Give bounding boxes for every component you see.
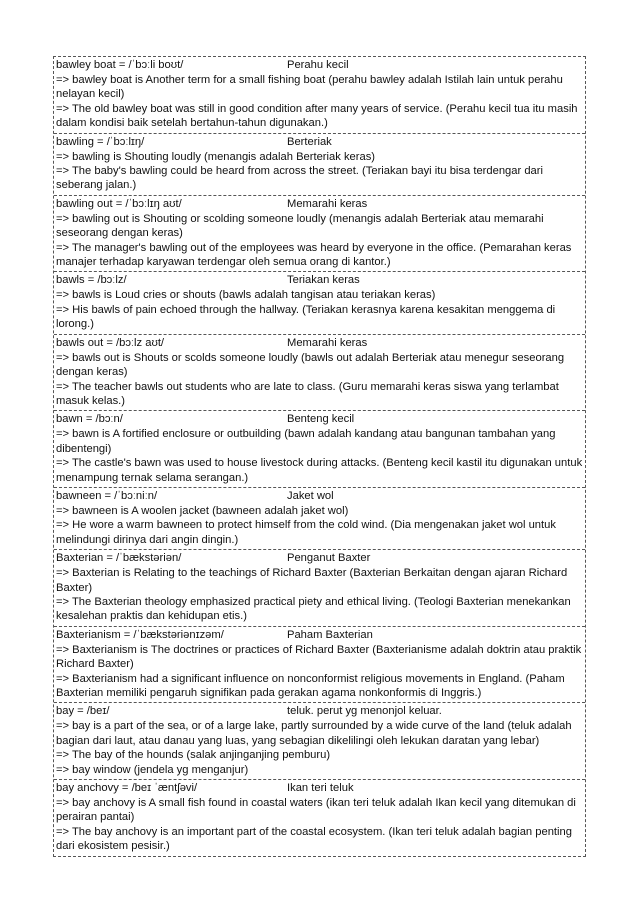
entry-translation: Memarahi keras	[287, 197, 368, 210]
entry-translation: Perahu kecil	[287, 59, 349, 71]
dictionary-entry	[54, 335, 585, 412]
entry-headword: bawling out = /ˈbɔːlɪŋ aʊt/	[56, 197, 182, 210]
entry-headword: bawling = /ˈbɔːlɪŋ/	[56, 135, 145, 148]
entry-header	[56, 489, 584, 504]
dictionary-entry	[54, 488, 585, 550]
entry-translation: Berteriak	[287, 135, 332, 148]
entry-line: => The castle's bawn was used to house livestock during attacks. (Benteng kecil kastil itu digunakan untuk menampung ternak selama serangan.)	[56, 457, 583, 484]
entry-line: => Baxterian is Relating to the teachings of Richard Baxter (Baxterian Berkaitan dengan ajaran Richard Baxter)	[56, 567, 568, 594]
entry-line: => bawling out is Shouting or scolding someone loudly (menangis adalah Berteriak atau memarahi seseorang dengan keras)	[56, 212, 544, 240]
entry-line: => The teacher bawls out students who are late to class. (Guru memarahi keras siswa yang terlambat masuk kelas.)	[56, 380, 559, 407]
entry-translation: Memarahi keras	[287, 336, 368, 349]
entry-line: => The manager's bawling out of the employees was heard by everyone in the office. (Pemarahan keras manajer terhadap karyawan terdengar oleh semua orang di kantor.)	[56, 241, 572, 269]
entry-line: => Baxterianism had a significant influence on nonconformist religious movements in England. (Paham Baxterian memiliki pengaruh signifikan pada gerakan agama nonkonformis di Inggris.)	[56, 672, 565, 699]
entry-headword: bay anchovy = /beɪ ˈæntʃəvi/	[56, 782, 198, 795]
entry-line: => bawls out is Shouts or scolds someone loudly (bawls out adalah Berteriak atau menegur seseorang dengan keras)	[56, 351, 565, 379]
dictionary-entry	[54, 411, 585, 488]
entry-translation: Benteng kecil	[287, 413, 355, 426]
entry-line: => bay anchovy is A small fish found in coastal waters (ikan teri teluk adalah Ikan kecil yang ditemukan di perairan pantai)	[56, 797, 576, 824]
entry-header	[56, 412, 584, 427]
entry-header	[56, 58, 584, 73]
entry-translation: Teriakan keras	[287, 274, 360, 287]
entry-translation: teluk. perut yg menonjol keluar.	[287, 705, 442, 718]
dictionary-entry	[54, 272, 585, 334]
entry-line: => The bay of the hounds (salak anjinganjing pemburu)	[56, 749, 331, 762]
entry-line: => His bawls of pain echoed through the hallway. (Teriakan kerasnya karena kesakitan menggema di lorong.)	[56, 303, 556, 331]
entry-header	[56, 704, 584, 719]
dictionary-entry	[54, 550, 585, 627]
entry-headword: bawn = /bɔːn/	[56, 413, 123, 426]
entry-line: => The old bawley boat was still in good condition after many years of service. (Perahu kecil tua itu masih dalam kondisi baik setelah bertahun-tahun digunakan.)	[56, 102, 578, 130]
entry-headword: bawls = /bɔːlz/	[56, 274, 127, 287]
entry-line: => bawls is Loud cries or shouts (bawls adalah tangisan atau teriakan keras)	[56, 289, 436, 302]
entry-translation: Penganut Baxter	[287, 552, 371, 565]
entry-header	[56, 135, 584, 150]
entry-translation: Jaket wol	[287, 489, 334, 502]
entry-translation: Ikan teri teluk	[287, 782, 354, 795]
dictionary-entry	[54, 703, 585, 780]
entry-header	[56, 273, 584, 288]
entry-line: => Baxterianism is The doctrines or practices of Richard Baxter (Baxterianisme adalah doktrin atau praktik Richard Baxter)	[56, 643, 582, 671]
entry-line: => bay window (jendela yg menganjur)	[56, 763, 249, 776]
entry-line: => bawn is A fortified enclosure or outbuilding (bawn adalah kandang atau bangunan tambahan yang dibentengi)	[56, 428, 556, 455]
dictionary-entry	[54, 134, 585, 196]
entry-header	[56, 336, 584, 351]
dictionary-entry	[54, 627, 585, 704]
entry-header	[56, 551, 584, 566]
entry-header	[56, 781, 584, 796]
entry-line: => The Baxterian theology emphasized practical piety and ethical living. (Teologi Baxterian menekankan kesalehan praktis dan kehidupan etis.)	[56, 595, 571, 623]
entry-translation: Paham Baxterian	[287, 628, 373, 641]
entry-headword: bawls out = /bɔːlz aʊt/	[56, 336, 165, 349]
entry-header	[56, 197, 584, 212]
entry-line: => bay is a part of the sea, or of a large lake, partly surrounded by a wide curve of the land (teluk adalah bagian dari laut, atau danau yang luas, yang sebagian dikelilingi oleh lekukan daratan yang lebar)	[56, 720, 572, 747]
dictionary-entry	[54, 196, 585, 273]
entry-line: => The baby's bawling could be heard from across the street. (Teriakan bayi itu bisa terdengar dari seberang jalan.)	[56, 165, 543, 192]
entry-headword: Baxterianism = /ˈbækstəriənɪzəm/	[56, 628, 224, 641]
entry-header	[56, 628, 584, 643]
entry-headword: bawneen = /ˈbɔːniːn/	[56, 489, 158, 502]
entry-line: => The bay anchovy is an important part of the coastal ecosystem. (Ikan teri teluk adalah bagian penting dari ekosistem pesisir.)	[56, 825, 572, 853]
entry-headword: bay = /beɪ/	[56, 705, 110, 718]
dictionary-entry	[54, 780, 585, 856]
dictionary-sheet	[53, 56, 586, 857]
entry-line: => He wore a warm bawneen to protect himself from the cold wind. (Dia mengenakan jaket wol untuk melindungi dirinya dari angin dingin.)	[56, 519, 556, 546]
entry-headword: Baxterian = /ˈbækstəriən/	[56, 552, 182, 565]
entry-headword: bawley boat = /ˈbɔːli boʊt/	[56, 59, 184, 71]
entry-line: => bawley boat is Another term for a small fishing boat (perahu bawley adalah Istilah lain untuk perahu nelayan kecil)	[56, 74, 563, 101]
entry-line: => bawneen is A woolen jacket (bawneen adalah jaket wol)	[56, 504, 349, 517]
dictionary-entry	[54, 57, 585, 134]
entry-line: => bawling is Shouting loudly (menangis adalah Berteriak keras)	[56, 150, 376, 163]
